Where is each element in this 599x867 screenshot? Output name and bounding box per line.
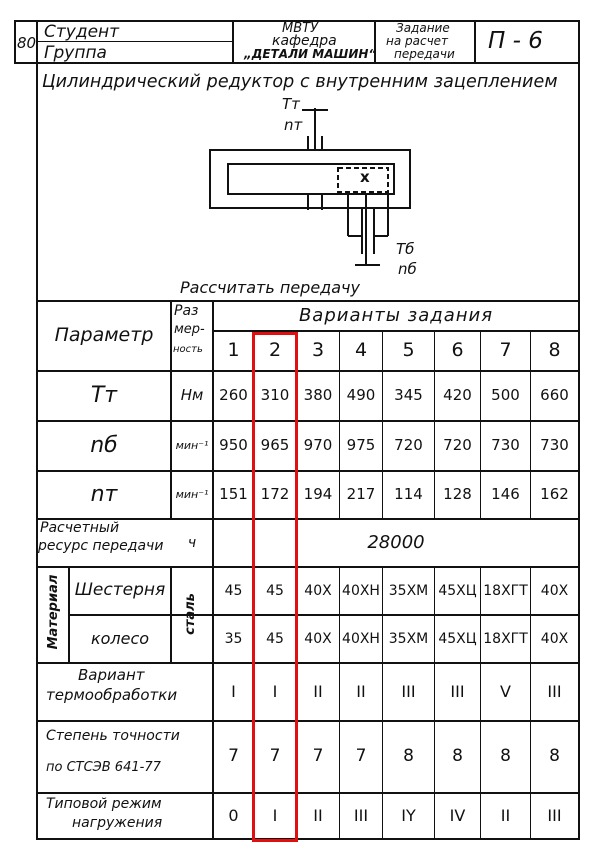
- variant-number: 7: [499, 339, 512, 362]
- accuracy-label-2: по СТСЭВ 641-77: [46, 760, 161, 775]
- variant-number: 2: [268, 339, 282, 362]
- pinion-mark: x: [360, 168, 370, 186]
- value-cell: 260: [219, 386, 248, 405]
- load-mode-cell: I: [272, 805, 278, 825]
- accuracy-cell: 8: [452, 746, 463, 767]
- gear-material-cell: 45ХЦ: [438, 582, 477, 599]
- value-cell: 345: [394, 386, 423, 405]
- load-mode-cell: 0: [228, 805, 239, 825]
- value-cell: 114: [394, 485, 423, 504]
- diagram-title: Цилиндрический редуктор с внутренним зацеплением: [42, 72, 558, 92]
- wheel-material-cell: 45ХЦ: [438, 630, 477, 647]
- value-cell: 970: [303, 436, 333, 455]
- gear-material-cell: 18ХГТ: [483, 582, 528, 599]
- accuracy-cell: 7: [228, 746, 239, 767]
- student-label: Студент: [44, 22, 120, 42]
- value-cell: 950: [219, 436, 248, 455]
- heat-treatment-cell: II: [313, 681, 323, 701]
- accuracy-cell: 7: [312, 746, 324, 767]
- output-torque-label: Тб: [396, 240, 415, 258]
- accuracy-cell: 8: [403, 746, 414, 767]
- param-name: Тт: [90, 383, 118, 409]
- value-cell: 194: [303, 485, 333, 504]
- param-unit: мин⁻¹: [175, 488, 209, 502]
- value-cell: 217: [346, 485, 376, 504]
- load-mode-cell: III: [547, 805, 562, 825]
- input-torque-label: Тт: [282, 95, 300, 113]
- institute-label: МВТУ: [282, 21, 318, 36]
- resource-value: 28000: [367, 531, 425, 553]
- load-mode-cell: II: [500, 805, 511, 825]
- diagram-caption: Рассчитать передачу: [180, 278, 360, 297]
- material-label: Материал: [46, 574, 62, 650]
- value-cell: 420: [443, 386, 472, 405]
- value-cell: 660: [540, 386, 569, 405]
- param-name: nт: [90, 482, 118, 508]
- resource-label-1: Расчетный: [40, 520, 120, 536]
- wheel-material-cell: 35: [224, 630, 243, 647]
- wheel-material-cell: 40Х: [540, 630, 569, 647]
- accuracy-label-1: Степень точности: [46, 728, 180, 744]
- heat-label-1: Вариант: [78, 666, 145, 684]
- value-cell: 310: [260, 386, 290, 405]
- accuracy-cell: 7: [269, 746, 281, 767]
- value-cell: 380: [303, 386, 333, 405]
- resource-label-2: ресурс передачи: [38, 538, 164, 554]
- page-number: 80: [17, 34, 37, 52]
- variant-number: 6: [451, 339, 464, 362]
- department-label: кафедра: [272, 33, 337, 49]
- variant-number: 5: [402, 339, 415, 362]
- wheel-material-cell: 35ХМ: [388, 630, 429, 647]
- accuracy-cell: 8: [549, 746, 560, 767]
- dimension-header-2: мер-: [174, 322, 205, 337]
- load-mode-cell: IY: [401, 805, 416, 825]
- load-mode-cell: III: [353, 805, 369, 825]
- value-cell: 162: [540, 485, 569, 504]
- gear-label: Шестерня: [74, 580, 166, 601]
- value-cell: 720: [394, 436, 423, 455]
- gear-material-cell: 35ХМ: [388, 582, 429, 599]
- resource-unit: ч: [187, 534, 197, 551]
- group-label: Группа: [44, 43, 107, 63]
- heat-label-2: термообработки: [46, 686, 178, 704]
- assignment-label-1: Задание: [396, 21, 450, 35]
- assignment-label-3: передачи: [394, 47, 455, 61]
- value-cell: 146: [491, 485, 520, 504]
- assignment-code: П - 6: [488, 28, 543, 54]
- param-unit: мин⁻¹: [175, 439, 209, 453]
- steel-label: сталь: [183, 593, 199, 635]
- output-speed-label: nб: [398, 260, 417, 278]
- department-name: „ДЕТАЛИ МАШИН“: [244, 47, 377, 61]
- gear-material-cell: 40ХН: [342, 582, 380, 599]
- variant-number: 1: [227, 339, 240, 362]
- wheel-label: колесо: [90, 628, 150, 648]
- variant-number: 4: [354, 339, 368, 362]
- value-cell: 151: [219, 485, 248, 504]
- variant-2-highlight: [252, 332, 298, 842]
- wheel-material-cell: 18ХГТ: [483, 630, 528, 647]
- accuracy-cell: 7: [355, 746, 367, 767]
- heat-treatment-cell: III: [401, 681, 416, 701]
- gear-material-cell: 45: [266, 582, 284, 599]
- param-column-header: Параметр: [54, 324, 154, 347]
- variant-number: 8: [548, 339, 561, 362]
- value-cell: 975: [346, 436, 376, 455]
- dimension-header-3: ность: [173, 344, 203, 355]
- wheel-material-cell: 40Х: [304, 630, 332, 647]
- heat-treatment-cell: II: [356, 681, 366, 701]
- assignment-label-2: на расчет: [386, 34, 449, 48]
- accuracy-cell: 8: [500, 746, 511, 767]
- param-name: nб: [90, 433, 118, 459]
- wheel-material-cell: 45: [266, 630, 284, 647]
- gear-material-cell: 40Х: [304, 582, 332, 599]
- gear-material-cell: 45: [224, 582, 243, 599]
- dimension-header-1: Раз: [174, 303, 199, 319]
- heat-treatment-cell: III: [547, 681, 562, 701]
- load-mode-cell: II: [313, 805, 323, 825]
- value-cell: 730: [540, 436, 569, 455]
- heat-treatment-cell: I: [272, 681, 278, 701]
- wheel-material-cell: 40ХН: [342, 630, 380, 647]
- heat-treatment-cell: III: [450, 681, 465, 701]
- heat-treatment-cell: I: [231, 681, 236, 701]
- value-cell: 172: [260, 485, 290, 504]
- value-cell: 965: [260, 436, 290, 455]
- load-label-1: Типовой режим: [46, 796, 162, 812]
- value-cell: 500: [491, 386, 520, 405]
- input-speed-label: nт: [284, 116, 303, 134]
- param-unit: Нм: [180, 386, 204, 405]
- variants-header: Варианты задания: [298, 304, 494, 326]
- value-cell: 128: [443, 485, 472, 504]
- heat-treatment-cell: V: [500, 681, 511, 701]
- value-cell: 730: [491, 436, 520, 455]
- variant-number: 3: [311, 339, 325, 362]
- load-label-2: нагружения: [72, 815, 163, 831]
- load-mode-cell: IV: [449, 805, 466, 825]
- gear-material-cell: 40Х: [540, 582, 569, 599]
- value-cell: 490: [346, 386, 376, 405]
- value-cell: 720: [443, 436, 472, 455]
